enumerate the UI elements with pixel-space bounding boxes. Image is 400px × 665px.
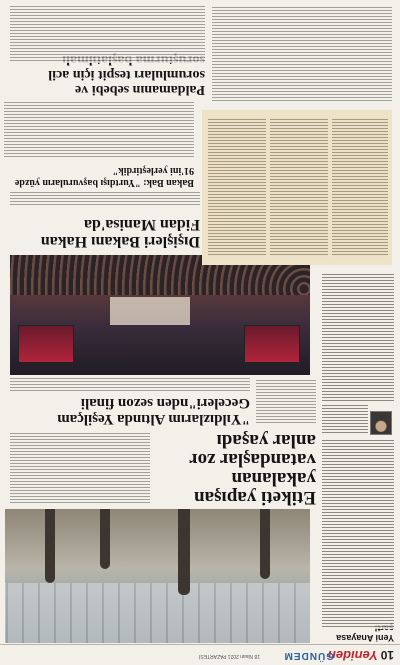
parliament-story-body-right [10,5,205,63]
column-body-lower [322,273,394,403]
minister-headline: Dışişleri Bakanı Hakan Fidan Manisa'da [40,216,200,250]
main-headline: Etiketi yapışan yakalanan vatandaşlar zor anlar yaşadı [189,430,316,508]
film-nights-body [10,377,250,393]
education-story-body [4,101,194,159]
columnist-portrait [370,411,392,435]
parliament-headline: Paldamanın sebebi ve sorumluları tespit için acil [48,67,205,97]
masthead [0,644,400,665]
highlight-box-body-1 [332,117,388,257]
highlight-box-body-2 [270,117,328,257]
date-line: 18 Nisan 2021 PAZARTESİ [199,653,260,659]
film-nights-headline: "Yıldızlarım Altında Yeşilçam Geceleri"nden sezon finali [57,395,250,427]
minister-story-body [10,191,200,207]
highlight-box-body-3 [208,117,266,257]
street-photo [5,509,310,643]
education-headline: Bakan Bak: "Yurtdışı başvuruların yüzde 91'ini yerleştirdik" [14,165,194,188]
event-photo [10,255,310,375]
main-story-body-left [256,379,316,425]
column-body-continued [322,405,368,435]
main-story-body [10,431,150,505]
column-heading: Yeni Anayasa [336,633,394,643]
section-label: GÜNDEM [283,650,334,661]
newspaper-logo: Yeniden [327,648,378,663]
column-body [322,439,394,629]
parliament-story-body [212,5,392,103]
page-number: 10 [380,648,394,662]
